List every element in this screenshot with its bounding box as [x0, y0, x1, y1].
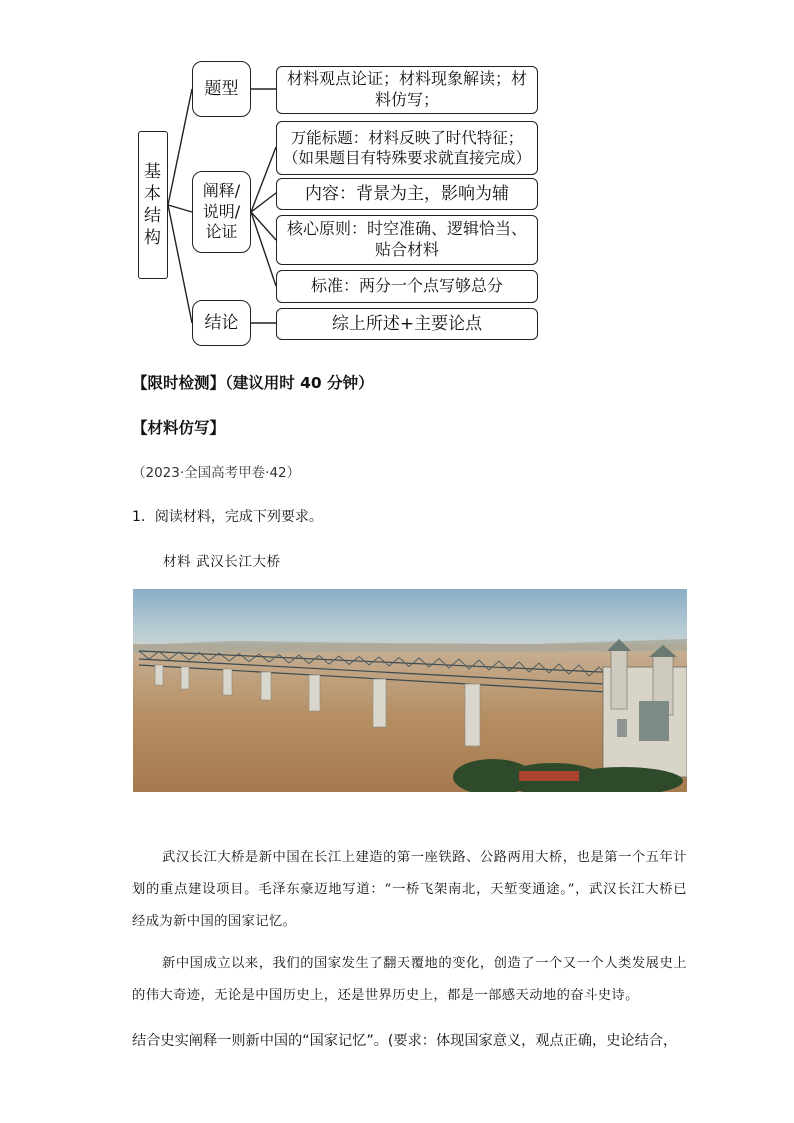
paragraph-2: 新中国成立以来，我们的国家发生了翻天覆地的变化，创造了一个又一个人类发展史上的伟大奇迹，无论是中国历史上，还是世界历史上，都是一部感天动地的奋斗史诗。 — [132, 956, 687, 1003]
leaf-explain-1: 万能标题：材料反映了时代特征；（如果题目有特殊要求就直接完成） — [276, 121, 538, 175]
node-conclusion: 结论 — [192, 300, 251, 346]
connector-root-conclusion — [168, 205, 192, 323]
connector-explain-leaf4 — [251, 212, 276, 286]
connector-explain-leaf3 — [251, 212, 276, 240]
bridge-photo — [133, 589, 687, 792]
paragraph-3: 结合史实阐释一则新中国的“国家记忆”。(要求：体现国家意义，观点正确，史论结合， — [132, 1033, 678, 1049]
node-type: 题型 — [192, 61, 251, 117]
question-source: （2023·全国高考甲卷·42） — [132, 465, 301, 481]
material-caption: 材料 武汉长江大桥 — [163, 554, 281, 570]
leaf-type-1: 材料观点论证；材料现象解读；材料仿写； — [276, 66, 538, 114]
section-timed-test: 【限时检测】（建议用时 40 分钟） — [132, 374, 374, 392]
section-material-imitation: 【材料仿写】 — [132, 419, 226, 437]
connector-root-explain — [168, 205, 192, 212]
leaf-conclusion-1: 综上所述+主要论点 — [276, 308, 538, 340]
bridge-illustration — [133, 589, 687, 792]
question-stem: 1．阅读材料，完成下列要求。 — [132, 509, 323, 525]
leaf-explain-4: 标准：两分一个点写够总分 — [276, 270, 538, 303]
leaf-explain-2: 内容：背景为主，影响为辅 — [276, 178, 538, 210]
paragraph-1: 武汉长江大桥是新中国在长江上建造的第一座铁路、公路两用大桥，也是第一个五年计划的重点建设项目。毛泽东豪迈地写道：“一桥飞架南北，天堑变通途。”，武汉长江大桥已经成为新中国的国家记忆。 — [132, 850, 687, 929]
connector-root-type — [168, 89, 192, 205]
leaf-explain-3: 核心原则：时空准确、逻辑恰当、贴合材料 — [276, 215, 538, 265]
node-explain: 阐释/说明/论证 — [192, 171, 251, 253]
root-node: 基本结构 — [138, 131, 168, 279]
